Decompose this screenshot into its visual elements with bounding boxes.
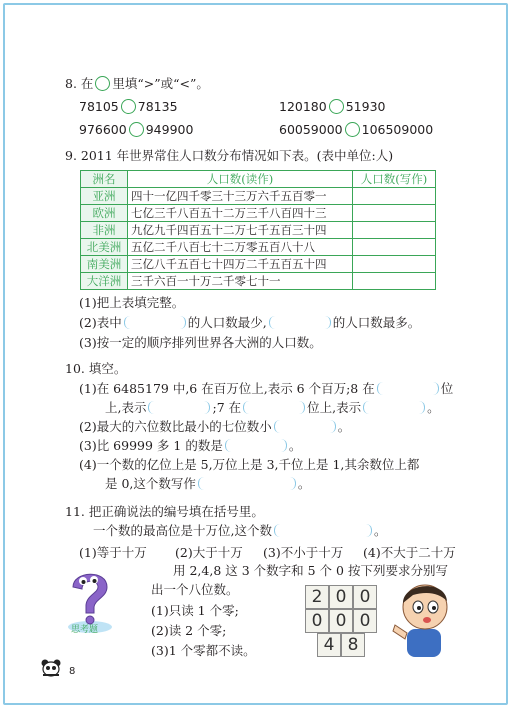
table-row (81, 273, 436, 290)
think-line-2: 出一个八位数。 (151, 582, 239, 597)
boy-illustration-icon (387, 573, 457, 658)
q11-title: 11. 把正确说法的编号填在括号里。 (65, 504, 264, 519)
continent-name: 亚洲 (81, 188, 128, 205)
header-continent: 洲名 (81, 171, 128, 188)
compare-circle[interactable] (329, 99, 344, 114)
circle-blank-icon (95, 76, 110, 91)
answer-blank[interactable] (198, 477, 296, 490)
worksheet-page (3, 3, 508, 705)
think-item-1: (1)只读 1 个零; (151, 603, 239, 618)
population-read: 五亿二千八百七十二万零五百八十八 (128, 239, 353, 256)
digit-card: 0 (353, 609, 377, 633)
population-read: 三亿八千五百七十四万二千五百五十四 (128, 256, 353, 273)
answer-blank[interactable] (274, 524, 372, 537)
q8-title: 8. 在 里填“>”或“<”。 (65, 76, 209, 91)
q9-sub-3: (3)按一定的顺序排列世界各大洲的人口数。 (79, 335, 322, 350)
q8-pair-3: 976600 949900 (79, 122, 194, 137)
q10-sub-4b: 是 0,这个数写作 。 (105, 476, 311, 491)
table-row (81, 239, 436, 256)
continent-name: 南美洲 (81, 256, 128, 273)
answer-blank[interactable] (124, 316, 186, 329)
q11-option-4: (4)不大于二十万 (363, 545, 456, 560)
table-row (81, 256, 436, 273)
continent-name: 大洋洲 (81, 273, 128, 290)
population-read: 七亿三千八百五十二万三千八百四十三 (128, 205, 353, 222)
continent-name: 欧洲 (81, 205, 128, 222)
compare-circle[interactable] (345, 122, 360, 137)
digit-card: 0 (353, 585, 377, 609)
answer-blank[interactable] (269, 316, 331, 329)
population-table (80, 170, 436, 290)
table-row (81, 188, 436, 205)
population-write-cell[interactable] (353, 188, 436, 205)
population-write-cell[interactable] (353, 239, 436, 256)
population-write-cell[interactable] (353, 256, 436, 273)
q11-option-3: (3)不小于十万 (263, 545, 344, 560)
population-write-cell[interactable] (353, 222, 436, 239)
header-write: 人口数(写作) (353, 171, 436, 188)
think-badge: 思考题 (71, 625, 99, 635)
think-item-2: (2)读 2 个零; (151, 623, 227, 638)
answer-blank[interactable] (243, 401, 305, 414)
table-row (81, 222, 436, 239)
q10-sub-4a: (4)一个数的亿位上是 5,万位上是 3,千位上是 1,其余数位上都 (79, 457, 420, 472)
q11-stem: 一个数的最高位是十万位,这个数 。 (93, 523, 387, 538)
q11-option-2: (2)大于十万 (175, 545, 243, 560)
q9-sub-2: (2)表中 的人口数最少, 的人口数最多。 (79, 315, 421, 330)
panda-logo-icon (39, 658, 65, 678)
q11-option-1: (1)等于十万 (79, 545, 147, 560)
q10-sub-1a: (1)在 6485179 中,6 在百万位上,表示 6 个百万;8 在 位 (79, 381, 454, 396)
q10-title: 10. 填空。 (65, 361, 127, 376)
population-read: 四十一亿四千零三十三万六千五百零一 (128, 188, 353, 205)
population-write-cell[interactable] (353, 205, 436, 222)
population-read: 三千六百一十万二千零七十一 (128, 273, 353, 290)
q8-pair-2: 120180 51930 (279, 99, 386, 114)
digit-card: 0 (329, 609, 353, 633)
digit-card: 0 (329, 585, 353, 609)
think-item-3: (3)1 个零都不读。 (151, 643, 256, 658)
population-write-cell[interactable] (353, 273, 436, 290)
continent-name: 北美洲 (81, 239, 128, 256)
table-row (81, 205, 436, 222)
continent-name: 非洲 (81, 222, 128, 239)
think-line-1: 用 2,4,8 这 3 个数字和 5 个 0 按下列要求分别写 (173, 563, 448, 578)
page-number: 8 (69, 666, 76, 677)
q9-sub-1: (1)把上表填完整。 (79, 295, 185, 310)
answer-blank[interactable] (225, 439, 287, 452)
q8-pair-1: 78105 78135 (79, 99, 178, 114)
digit-card: 0 (305, 609, 329, 633)
compare-circle[interactable] (121, 99, 136, 114)
answer-blank[interactable] (274, 420, 336, 433)
digit-card: 8 (341, 633, 365, 657)
q8-pair-4: 60059000 106509000 (279, 122, 434, 137)
header-read: 人口数(读作) (128, 171, 353, 188)
q10-sub-3: (3)比 69999 多 1 的数是 。 (79, 438, 302, 453)
answer-blank[interactable] (363, 401, 425, 414)
q9-title: 9. 2011 年世界常住人口数分布情况如下表。(表中单位:人) (65, 148, 394, 163)
table-header-row (81, 171, 436, 188)
q10-sub-2: (2)最大的六位数比最小的七位数小 。 (79, 419, 351, 434)
population-read: 九亿九千四百五十二万七千五百三十四 (128, 222, 353, 239)
digit-card: 2 (305, 585, 329, 609)
answer-blank[interactable] (148, 401, 210, 414)
q10-sub-1b: 上,表示 ;7 在 位上,表示 。 (105, 400, 440, 415)
digit-card: 4 (317, 633, 341, 657)
compare-circle[interactable] (129, 122, 144, 137)
answer-blank[interactable] (377, 382, 439, 395)
